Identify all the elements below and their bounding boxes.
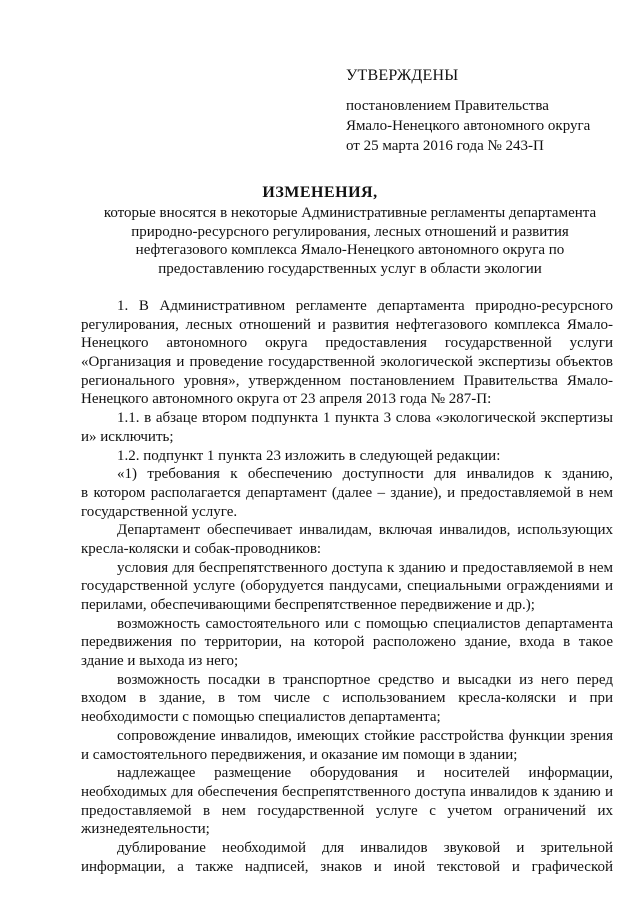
subtitle-line: предоставлению государственных услуг в области экологии [158,260,542,277]
body-line: Ненецкого автономного округа от 23 апреля 2013 года № 287-П: [81,391,492,408]
body-line: возможность самостоятельного или с помощью специалистов департамента [117,615,613,632]
body-line: здание и выхода из него; [81,653,239,670]
body-line: предоставляемой в нем государственной услуге с учетом ограничений их [81,802,613,819]
approval-heading: УТВЕРЖДЕНЫ [346,67,459,84]
body-line: перилами, обеспечивающими беспрепятственное передвижение и др.); [81,597,535,613]
body-line: государственной услуге. [81,503,238,520]
body-line: 1.2. подпункт 1 пункта 23 изложить в следующей редакции: [117,447,501,464]
body-line: и самостоятельного передвижения, и оказание им помощи в здании; [81,746,518,763]
body-line: возможность посадки в транспортное средство и высадки из него перед [117,671,613,688]
body-line: жизнедеятельности; [81,821,210,838]
body-line: в котором располагается департамент (далее – здание), и предоставляемой в нем [81,484,613,501]
body-line: государственной услуге (оборудуется пандусами, специальными ограждениями и [81,578,613,595]
body-line: надлежащее размещение оборудования и носителей информации, [117,765,613,782]
approval-line: от 25 марта 2016 года № 243-П [346,138,544,154]
body-line: передвижения по территории, на которой расположено здание, входа в такое [81,634,613,651]
body-line: регулирования, лесных отношений и развития нефтегазового комплекса Ямало- [81,316,613,333]
body-line: сопровождение инвалидов, имеющих стойкие расстройства функции зрения [117,727,613,744]
body-line: «Организация и проведение государственной экологической экспертизы объектов [81,354,613,371]
document-subtitle [60,204,640,278]
document-body [81,297,613,876]
body-line: «1) требования к обеспечению доступности для инвалидов к зданию, [117,466,613,483]
body-line: 1.1. в абзаце втором подпункта 1 пункта 3 слова «экологической экспертизы [117,410,613,427]
body-line: регионального уровня», утвержденном постановлением Правительства Ямало- [81,372,613,389]
body-line: информации, а также надписей, знаков и иной текстовой и графической [81,858,613,875]
body-line: 1. В Административном регламенте департамента природно-ресурсного [117,298,613,314]
body-line: условия для беспрепятственного доступа к зданию и предоставляемой в нем [117,559,613,576]
body-line: входом в здание, в том числе с использованием кресла-коляски и при [81,690,613,707]
document-title: ИЗМЕНЕНИЯ, [262,184,378,201]
body-line: необходимости с помощью специалистов департамента; [81,709,441,726]
approval-line: Ямало-Ненецкого автономного округа [346,118,591,134]
approval-line: постановлением Правительства [346,98,549,114]
subtitle-line: которые вносятся в некоторые Административные регламенты департамента [103,205,597,221]
body-line: дублирование необходимой для инвалидов звуковой и зрительной [117,839,613,856]
body-line: и» исключить; [81,428,174,445]
body-line: необходимых для обеспечения беспрепятственного доступа инвалидов к зданию и [81,783,613,800]
subtitle-line: природно-ресурсного регулирования, лесных отношений и развития [131,223,569,240]
subtitle-line: нефтегазового комплекса Ямало-Ненецкого автономного округа по [135,242,565,258]
approval-stamp [346,66,626,156]
body-line: Департамент обеспечивает инвалидам, включая инвалидов, использующих [117,522,613,539]
body-line: Ненецкого автономного округа предоставления государственной услуги [81,335,613,352]
body-line: кресла-коляски и собак-проводников: [81,540,322,557]
